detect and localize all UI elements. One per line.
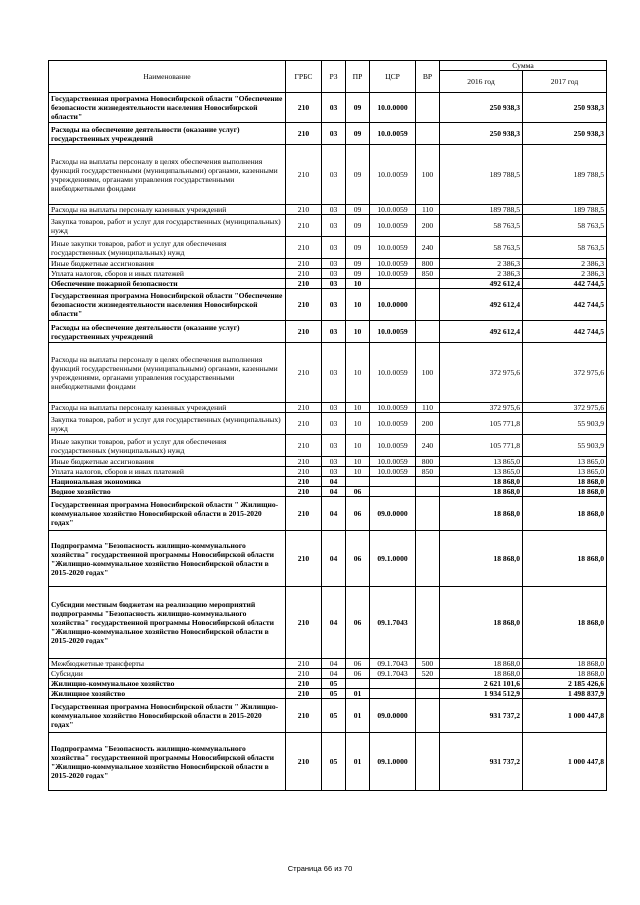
table-body [49, 93, 607, 791]
cell-sum-2016: 1 934 512,9 [440, 689, 523, 699]
cell-vr [416, 699, 440, 733]
cell-name: Подпрограмма "Безопасность жилищно-коммунального хозяйства" государственной программы Новосибирской области "Жилищно-коммунальное хозяйство Новосибирской области в 2015-2020 годах" [49, 531, 286, 587]
cell-sum-2017: 18 868,0 [523, 497, 607, 531]
cell-rz: 03 [322, 321, 346, 343]
cell-sum-2017: 250 938,3 [523, 123, 607, 145]
cell-grbs: 210 [286, 659, 322, 669]
header-grbs: ГРБС [286, 61, 322, 93]
cell-name: Расходы на выплаты персоналу казенных учреждений [49, 403, 286, 413]
cell-rz: 04 [322, 497, 346, 531]
cell-grbs: 210 [286, 215, 322, 237]
cell-rz: 03 [322, 215, 346, 237]
cell-csr: 09.1.7043 [370, 587, 416, 659]
cell-grbs: 210 [286, 669, 322, 679]
cell-csr: 10.0.0059 [370, 145, 416, 205]
cell-pr: 09 [346, 269, 370, 279]
cell-rz: 05 [322, 699, 346, 733]
cell-vr: 110 [416, 403, 440, 413]
header-pr: ПР [346, 61, 370, 93]
cell-rz: 03 [322, 435, 346, 457]
budget-table [48, 60, 607, 791]
cell-sum-2017: 189 788,5 [523, 145, 607, 205]
table-row [49, 343, 607, 403]
cell-csr: 10.0.0059 [370, 237, 416, 259]
cell-rz: 03 [322, 93, 346, 123]
cell-vr: 850 [416, 269, 440, 279]
cell-vr [416, 689, 440, 699]
cell-csr: 10.0.0059 [370, 205, 416, 215]
cell-csr: 10.0.0059 [370, 403, 416, 413]
cell-rz: 05 [322, 733, 346, 791]
cell-name: Иные бюджетные ассигнования [49, 259, 286, 269]
cell-name: Национальная экономика [49, 477, 286, 487]
table-row [49, 123, 607, 145]
cell-vr [416, 497, 440, 531]
cell-name: Закупка товаров, работ и услуг для государственных (муниципальных) нужд [49, 413, 286, 435]
cell-rz: 04 [322, 477, 346, 487]
cell-sum-2017: 372 975,6 [523, 403, 607, 413]
cell-sum-2017: 18 868,0 [523, 487, 607, 497]
cell-grbs: 210 [286, 259, 322, 269]
table-row [49, 699, 607, 733]
cell-pr [346, 477, 370, 487]
cell-rz: 05 [322, 679, 346, 689]
cell-grbs: 210 [286, 587, 322, 659]
cell-grbs: 210 [286, 487, 322, 497]
cell-grbs: 210 [286, 403, 322, 413]
cell-csr: 10.0.0059 [370, 413, 416, 435]
table-row [49, 487, 607, 497]
cell-name: Иные закупки товаров, работ и услуг для обеспечения государственных (муниципальных) нужд [49, 435, 286, 457]
cell-vr: 520 [416, 669, 440, 679]
cell-csr: 09.0.0000 [370, 497, 416, 531]
cell-rz: 03 [322, 457, 346, 467]
table-row [49, 669, 607, 679]
cell-rz: 03 [322, 467, 346, 477]
cell-sum-2016: 18 868,0 [440, 587, 523, 659]
cell-vr [416, 279, 440, 289]
cell-pr: 09 [346, 145, 370, 205]
cell-sum-2016: 18 868,0 [440, 477, 523, 487]
cell-name: Расходы на выплаты персоналу в целях обеспечения выполнения функций государственными (муниципальными) органами, казенными учреждениями, органами управления государственными внебюджетными фондами [49, 145, 286, 205]
cell-pr: 09 [346, 93, 370, 123]
cell-csr: 09.1.7043 [370, 659, 416, 669]
cell-csr: 09.1.0000 [370, 531, 416, 587]
cell-name: Государственная программа Новосибирской области "Обеспечение безопасности жизнедеятельности населения Новосибирской области" [49, 93, 286, 123]
cell-sum-2016: 18 868,0 [440, 487, 523, 497]
cell-name: Расходы на обеспечение деятельности (оказание услуг) государственных учреждений [49, 321, 286, 343]
table-row [49, 477, 607, 487]
cell-pr: 01 [346, 699, 370, 733]
cell-sum-2017: 18 868,0 [523, 669, 607, 679]
cell-rz: 03 [322, 289, 346, 321]
cell-pr: 10 [346, 279, 370, 289]
cell-csr: 10.0.0000 [370, 93, 416, 123]
cell-sum-2017: 58 763,5 [523, 237, 607, 259]
table-row [49, 289, 607, 321]
cell-csr [370, 689, 416, 699]
cell-pr: 09 [346, 123, 370, 145]
table-row [49, 467, 607, 477]
cell-grbs: 210 [286, 467, 322, 477]
cell-sum-2017: 372 975,6 [523, 343, 607, 403]
cell-name: Расходы на выплаты персоналу в целях обеспечения выполнения функций государственными (муниципальными) органами, казенными учреждениями, органами управления государственными внебюджетными фондами [49, 343, 286, 403]
cell-sum-2017: 18 868,0 [523, 587, 607, 659]
cell-sum-2016: 189 788,5 [440, 205, 523, 215]
cell-sum-2017: 13 865,0 [523, 457, 607, 467]
cell-csr: 10.0.0059 [370, 215, 416, 237]
cell-vr: 200 [416, 215, 440, 237]
table-row [49, 279, 607, 289]
cell-sum-2016: 492 612,4 [440, 289, 523, 321]
cell-vr [416, 123, 440, 145]
cell-pr: 10 [346, 321, 370, 343]
cell-grbs: 210 [286, 497, 322, 531]
cell-vr: 240 [416, 237, 440, 259]
table-row [49, 733, 607, 791]
cell-vr [416, 289, 440, 321]
cell-pr: 06 [346, 531, 370, 587]
cell-grbs: 210 [286, 279, 322, 289]
cell-pr: 09 [346, 237, 370, 259]
table-row [49, 205, 607, 215]
cell-name: Водное хозяйство [49, 487, 286, 497]
cell-vr [416, 531, 440, 587]
cell-csr [370, 477, 416, 487]
header-year-2017: 2017 год [523, 71, 607, 93]
cell-vr [416, 587, 440, 659]
cell-sum-2016: 250 938,3 [440, 123, 523, 145]
cell-sum-2016: 18 868,0 [440, 659, 523, 669]
cell-vr [416, 679, 440, 689]
cell-pr: 09 [346, 215, 370, 237]
cell-vr: 800 [416, 457, 440, 467]
header-vr: ВР [416, 61, 440, 93]
table-row [49, 587, 607, 659]
table-row [49, 321, 607, 343]
cell-sum-2016: 2 386,3 [440, 269, 523, 279]
cell-pr: 10 [346, 457, 370, 467]
cell-pr: 10 [346, 413, 370, 435]
cell-csr [370, 279, 416, 289]
cell-sum-2016: 13 865,0 [440, 467, 523, 477]
cell-name: Жилищно-коммунальное хозяйство [49, 679, 286, 689]
cell-grbs: 210 [286, 269, 322, 279]
cell-vr [416, 487, 440, 497]
cell-name: Уплата налогов, сборов и иных платежей [49, 467, 286, 477]
cell-rz: 05 [322, 689, 346, 699]
cell-rz: 04 [322, 587, 346, 659]
cell-rz: 03 [322, 413, 346, 435]
cell-name: Иные закупки товаров, работ и услуг для обеспечения государственных (муниципальных) нужд [49, 237, 286, 259]
cell-sum-2016: 931 737,2 [440, 733, 523, 791]
cell-grbs: 210 [286, 237, 322, 259]
cell-csr [370, 679, 416, 689]
cell-grbs: 210 [286, 413, 322, 435]
cell-csr: 10.0.0000 [370, 289, 416, 321]
cell-vr: 240 [416, 435, 440, 457]
cell-pr: 06 [346, 659, 370, 669]
cell-csr: 10.0.0059 [370, 123, 416, 145]
cell-vr: 110 [416, 205, 440, 215]
cell-vr: 500 [416, 659, 440, 669]
header-sum: Сумма [440, 61, 607, 71]
cell-csr: 10.0.0059 [370, 259, 416, 269]
cell-name: Государственная программа Новосибирской области " Жилищно-коммунальное хозяйство Новосибирской области в 2015-2020 годах" [49, 699, 286, 733]
header-name: Наименование [49, 61, 286, 93]
cell-csr: 10.0.0059 [370, 435, 416, 457]
cell-csr: 10.0.0059 [370, 343, 416, 403]
cell-pr: 09 [346, 259, 370, 269]
cell-sum-2017: 18 868,0 [523, 531, 607, 587]
cell-rz: 03 [322, 205, 346, 215]
cell-csr: 10.0.0059 [370, 467, 416, 477]
cell-name: Субсидии местным бюджетам на реализацию мероприятий подпрограммы "Безопасность жилищно-коммунального хозяйства" государственной программы Новосибирской области "Жилищно-коммунальное хозяйство Новосибирской области в 2015-2020 годах" [49, 587, 286, 659]
cell-pr: 10 [346, 403, 370, 413]
cell-pr [346, 679, 370, 689]
cell-grbs: 210 [286, 679, 322, 689]
cell-grbs: 210 [286, 699, 322, 733]
table-row [49, 403, 607, 413]
table-row [49, 269, 607, 279]
cell-grbs: 210 [286, 435, 322, 457]
cell-sum-2016: 2 621 101,6 [440, 679, 523, 689]
table-row [49, 435, 607, 457]
table-row [49, 689, 607, 699]
cell-grbs: 210 [286, 289, 322, 321]
header-year-2016: 2016 год [440, 71, 523, 93]
cell-sum-2016: 13 865,0 [440, 457, 523, 467]
table-row [49, 413, 607, 435]
cell-pr: 10 [346, 343, 370, 403]
cell-sum-2017: 18 868,0 [523, 659, 607, 669]
cell-pr: 10 [346, 435, 370, 457]
cell-vr: 800 [416, 259, 440, 269]
cell-sum-2016: 372 975,6 [440, 343, 523, 403]
cell-grbs: 210 [286, 145, 322, 205]
cell-sum-2017: 189 788,5 [523, 205, 607, 215]
table-row [49, 679, 607, 689]
cell-sum-2016: 105 771,8 [440, 435, 523, 457]
cell-sum-2016: 189 788,5 [440, 145, 523, 205]
cell-grbs: 210 [286, 321, 322, 343]
cell-rz: 04 [322, 669, 346, 679]
cell-sum-2016: 105 771,8 [440, 413, 523, 435]
table-row [49, 531, 607, 587]
cell-name: Обеспечение пожарной безопасности [49, 279, 286, 289]
cell-sum-2016: 18 868,0 [440, 497, 523, 531]
cell-rz: 04 [322, 659, 346, 669]
cell-sum-2017: 2 185 426,6 [523, 679, 607, 689]
cell-sum-2016: 58 763,5 [440, 237, 523, 259]
cell-sum-2016: 58 763,5 [440, 215, 523, 237]
cell-rz: 04 [322, 531, 346, 587]
cell-sum-2017: 2 386,3 [523, 269, 607, 279]
cell-csr [370, 487, 416, 497]
cell-sum-2016: 18 868,0 [440, 669, 523, 679]
table-row [49, 457, 607, 467]
table-row [49, 259, 607, 269]
page-number: Страница 66 из 70 [287, 864, 353, 873]
cell-sum-2017: 58 763,5 [523, 215, 607, 237]
cell-name: Уплата налогов, сборов и иных платежей [49, 269, 286, 279]
cell-name: Жилищное хозяйство [49, 689, 286, 699]
cell-pr: 06 [346, 587, 370, 659]
cell-rz: 03 [322, 279, 346, 289]
cell-rz: 03 [322, 259, 346, 269]
cell-name: Подпрограмма "Безопасность жилищно-коммунального хозяйства" государственной программы Новосибирской области "Жилищно-коммунальное хозяйство Новосибирской области в 2015-2020 годах" [49, 733, 286, 791]
cell-name: Закупка товаров, работ и услуг для государственных (муниципальных) нужд [49, 215, 286, 237]
header-rz: РЗ [322, 61, 346, 93]
cell-pr: 09 [346, 205, 370, 215]
cell-pr: 06 [346, 669, 370, 679]
cell-sum-2016: 250 938,3 [440, 93, 523, 123]
cell-vr [416, 321, 440, 343]
cell-pr: 10 [346, 467, 370, 477]
cell-vr [416, 93, 440, 123]
cell-name: Расходы на выплаты персоналу казенных учреждений [49, 205, 286, 215]
cell-vr: 100 [416, 343, 440, 403]
cell-vr: 200 [416, 413, 440, 435]
cell-grbs: 210 [286, 343, 322, 403]
cell-rz: 03 [322, 123, 346, 145]
cell-rz: 03 [322, 145, 346, 205]
cell-grbs: 210 [286, 123, 322, 145]
cell-sum-2017: 2 386,3 [523, 259, 607, 269]
cell-rz: 03 [322, 403, 346, 413]
cell-name: Субсидии [49, 669, 286, 679]
cell-csr: 09.1.7043 [370, 669, 416, 679]
cell-grbs: 210 [286, 689, 322, 699]
cell-sum-2017: 442 744,5 [523, 289, 607, 321]
cell-sum-2016: 18 868,0 [440, 531, 523, 587]
cell-sum-2017: 1 000 447,8 [523, 699, 607, 733]
cell-csr: 09.0.0000 [370, 699, 416, 733]
table-row [49, 497, 607, 531]
cell-vr: 850 [416, 467, 440, 477]
cell-vr [416, 733, 440, 791]
cell-rz: 03 [322, 343, 346, 403]
cell-rz: 03 [322, 269, 346, 279]
cell-sum-2016: 931 737,2 [440, 699, 523, 733]
cell-grbs: 210 [286, 205, 322, 215]
cell-sum-2017: 1 000 447,8 [523, 733, 607, 791]
cell-csr: 09.1.0000 [370, 733, 416, 791]
cell-rz: 04 [322, 487, 346, 497]
cell-grbs: 210 [286, 457, 322, 467]
cell-pr: 01 [346, 733, 370, 791]
cell-name: Государственная программа Новосибирской области "Обеспечение безопасности жизнедеятельности населения Новосибирской области" [49, 289, 286, 321]
cell-sum-2016: 372 975,6 [440, 403, 523, 413]
cell-sum-2016: 2 386,3 [440, 259, 523, 269]
cell-sum-2017: 1 498 837,9 [523, 689, 607, 699]
cell-pr: 10 [346, 289, 370, 321]
cell-name: Государственная программа Новосибирской области " Жилищно-коммунальное хозяйство Новосибирской области в 2015-2020 годах" [49, 497, 286, 531]
cell-sum-2017: 18 868,0 [523, 477, 607, 487]
cell-vr: 100 [416, 145, 440, 205]
cell-sum-2016: 492 612,4 [440, 279, 523, 289]
cell-csr: 10.0.0059 [370, 457, 416, 467]
cell-pr: 01 [346, 689, 370, 699]
table-row [49, 659, 607, 669]
cell-name: Расходы на обеспечение деятельности (оказание услуг) государственных учреждений [49, 123, 286, 145]
cell-sum-2017: 55 903,9 [523, 413, 607, 435]
cell-grbs: 210 [286, 93, 322, 123]
header-csr: ЦСР [370, 61, 416, 93]
table-row [49, 93, 607, 123]
cell-pr: 06 [346, 497, 370, 531]
cell-name: Межбюджетные трансферты [49, 659, 286, 669]
cell-csr: 10.0.0059 [370, 269, 416, 279]
cell-sum-2017: 13 865,0 [523, 467, 607, 477]
cell-grbs: 210 [286, 477, 322, 487]
cell-sum-2017: 442 744,5 [523, 279, 607, 289]
cell-name: Иные бюджетные ассигнования [49, 457, 286, 467]
cell-vr [416, 477, 440, 487]
cell-sum-2017: 55 903,9 [523, 435, 607, 457]
cell-rz: 03 [322, 237, 346, 259]
cell-csr: 10.0.0059 [370, 321, 416, 343]
cell-pr: 06 [346, 487, 370, 497]
table-row [49, 215, 607, 237]
cell-grbs: 210 [286, 531, 322, 587]
cell-grbs: 210 [286, 733, 322, 791]
cell-sum-2017: 250 938,3 [523, 93, 607, 123]
table-row [49, 145, 607, 205]
table-row [49, 237, 607, 259]
cell-sum-2016: 492 612,4 [440, 321, 523, 343]
cell-sum-2017: 442 744,5 [523, 321, 607, 343]
